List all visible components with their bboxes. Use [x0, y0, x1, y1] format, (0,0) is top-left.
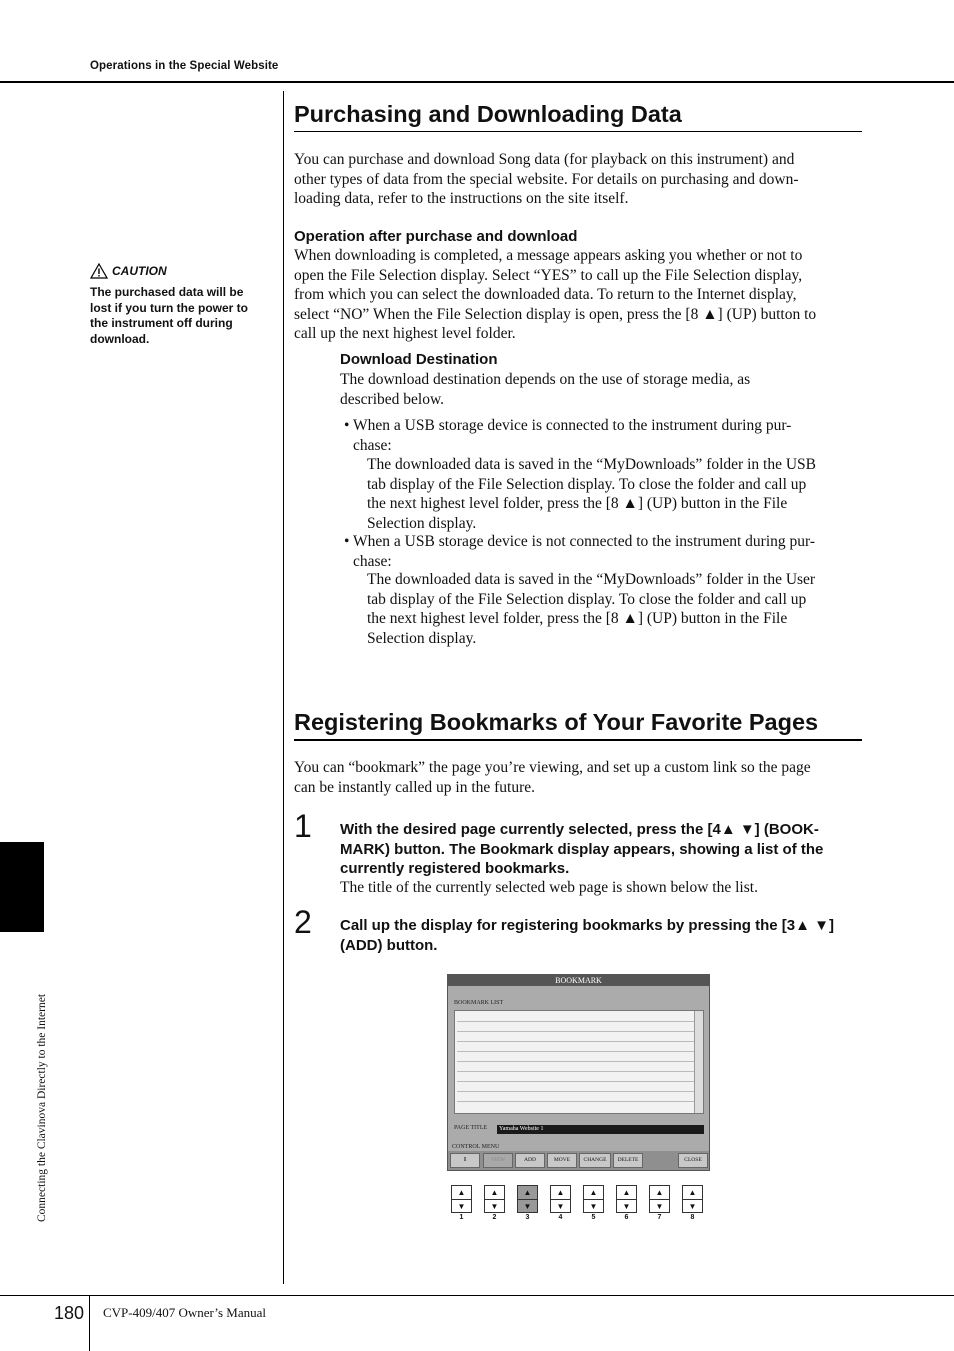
footer-rule — [0, 1295, 954, 1296]
step-1-text: With the desired page currently selected, press the [4▲ ▼] (BOOK- MARK) button. The Bookmark display appears, showing a list of the currently registered bookmarks. — [340, 821, 824, 877]
footer-divider — [89, 1296, 90, 1351]
dest-heading: Download Destination — [340, 351, 498, 368]
column-divider — [283, 91, 284, 1284]
caution-box — [90, 263, 268, 347]
hw-button-label: 3 — [525, 1214, 530, 1221]
hw-button-2[interactable]: ▲ ▼ — [484, 1185, 505, 1213]
step-1-note: The title of the currently selected web page is shown below the list. — [340, 879, 758, 896]
hw-button-8[interactable]: ▲ ▼ — [682, 1185, 703, 1213]
bookmark-list[interactable] — [454, 1010, 704, 1114]
hw-button-1[interactable]: ▲ ▼ — [451, 1185, 472, 1213]
caution-text: The purchased data will be lost if you turn the power to the instrument off during download. — [90, 285, 248, 346]
hw-button-5[interactable]: ▲ ▼ — [583, 1185, 604, 1213]
caution-heading — [90, 263, 268, 279]
caution-label: CAUTION — [112, 264, 167, 278]
add-button[interactable]: ADD — [515, 1153, 545, 1168]
section-title-purchasing: Purchasing and Downloading Data — [294, 101, 862, 132]
view-button[interactable]: VIEW — [483, 1153, 513, 1168]
header-rule — [0, 81, 954, 83]
hw-button-label: 1 — [459, 1214, 464, 1221]
hw-button-label: 2 — [492, 1214, 497, 1221]
control-menu-label: CONTROL MENU — [452, 1144, 500, 1150]
hw-button-7[interactable]: ▲ ▼ — [649, 1185, 670, 1213]
hw-button-6[interactable]: ▲ ▼ — [616, 1185, 637, 1213]
change-button[interactable]: CHANGE — [579, 1153, 611, 1168]
bullet-usb-connected-detail: The downloaded data is saved in the “MyDownloads” folder in the USB tab display of the File Selection display. To close the folder and call up the next highest level folder, press the [8 ▲] (UP) button in the File Selection display. — [367, 456, 816, 532]
chapter-tab-marker — [0, 842, 44, 932]
bullet-usb-not-connected-detail: The downloaded data is saved in the “MyDownloads” folder in the User tab display of the File Selection display. To close the folder and call up the next highest level folder, press the [8 ▲] (UP) button in the File Selection display. — [367, 571, 816, 647]
dest-text: The download destination depends on the use of storage media, as described below. — [340, 371, 751, 408]
hw-button-label: 7 — [657, 1214, 662, 1221]
delete-button[interactable]: DELETE — [613, 1153, 643, 1168]
op-text: When downloading is completed, a message appears asking you whether or not to open the File Selection display. Select “YES” to call up the File Selection display, from which you can select the downloaded data. To return to the Internet display, select “NO” When the File Selection display is open, press the [8 ▲] (UP) button to call up the next highest level folder. — [294, 247, 817, 342]
page-title-field: Yamaha Website 1 — [497, 1125, 704, 1134]
op-heading: Operation after purchase and download — [294, 228, 578, 245]
up-down-arrows-icon[interactable]: ⇕ — [450, 1153, 480, 1168]
warning-icon — [90, 263, 108, 279]
step-2-text: Call up the display for registering bookmarks by pressing the [3▲ ▼] (ADD) button. — [340, 917, 834, 954]
hw-button-4[interactable]: ▲ ▼ — [550, 1185, 571, 1213]
hw-button-label: 5 — [591, 1214, 596, 1221]
manual-title: CVP-409/407 Owner’s Manual — [103, 1305, 266, 1320]
list-scrollbar[interactable] — [694, 1011, 703, 1113]
step-2-number: 2 — [294, 904, 312, 940]
hw-button-label: 4 — [558, 1214, 563, 1221]
section2-intro: You can “bookmark” the page you’re viewing, and set up a custom link so the page can be instantly called up in the future. — [294, 759, 811, 796]
screen-title: BOOKMARK — [448, 975, 709, 986]
bullet-usb-not-connected: • When a USB storage device is not connected to the instrument during pur- chase: — [344, 533, 816, 570]
move-button[interactable]: MOVE — [547, 1153, 577, 1168]
bullet-usb-connected: • When a USB storage device is connected to the instrument during pur- chase: — [344, 417, 792, 454]
hw-button-3[interactable]: ▲ ▼ — [517, 1185, 538, 1213]
close-button[interactable]: CLOSE — [678, 1153, 708, 1168]
section-title-bookmarks: Registering Bookmarks of Your Favorite Pages — [294, 709, 862, 741]
section1-intro: You can purchase and download Song data (for playback on this instrument) and other types of data from the special website. For details on purchasing and down- loading data, refer to the instructions on the site itself. — [294, 151, 799, 207]
bookmark-list-label: BOOKMARK LIST — [454, 1000, 504, 1006]
bookmark-screen — [447, 974, 710, 1171]
hw-button-label: 8 — [690, 1214, 695, 1221]
page-number: 180 — [54, 1303, 85, 1323]
step-1-number: 1 — [294, 808, 312, 844]
page-title-label: PAGE TITLE — [454, 1125, 488, 1131]
chapter-tab-label: Connecting the Clavinova Directly to the Internet — [36, 993, 48, 1222]
running-head: Operations in the Special Website — [90, 60, 279, 72]
hw-button-label: 6 — [624, 1214, 629, 1221]
